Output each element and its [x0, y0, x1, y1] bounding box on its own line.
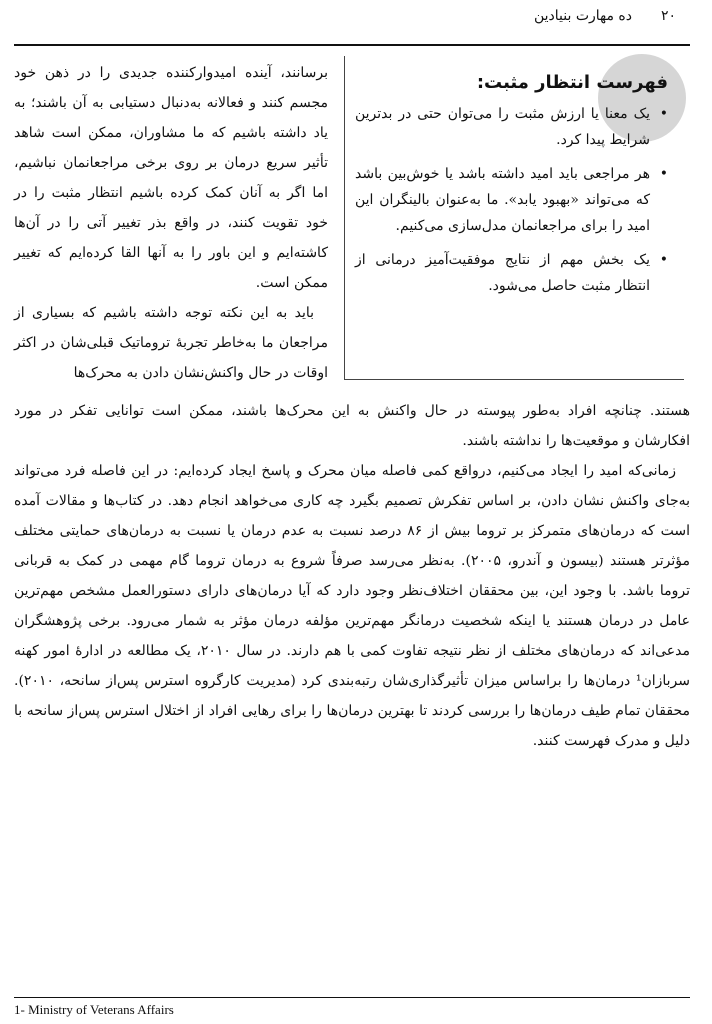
paragraph: زمانی‌که امید را ایجاد می‌کنیم، درواقع کمی فاصله میان محرک و پاسخ ایجاد کرده‌ایم: در این فاصله فرد می‌تواند به‌جای واکنش نشان دادن، بر اساس تفکرش تصمیم بگیرد چه کاری می‌خواهد انجام دهد. در کتاب‌ها و مقالات آمده است که درمان‌های متمرکز بر تروما بیش از ۸۶ درصد نسبت به عدم درمان یا نسبت به درمان‌های حمایتی مختلف مؤثرتر هستند (بیسون و آندرو، ۲۰۰۵). به‌نظر می‌رسد صرفاً شروع به درمان تروما گام مهمی در کمک به قربانی تروما باشد. با وجود این، بین محققان اختلاف‌نظر وجود دارد که آیا درمان‌های دارای دستورالعمل مشخص مهم‌ترین عامل در درمان هستند یا اینکه شخصیت درمانگر مهم‌ترین مؤلفه درمان مؤثر به شمار می‌رود. برخی پژوهشگران مدعی‌اند که درمان‌های مختلف از نظر نتیجه تفاوت کمی با هم دارند. در سال ۲۰۱۰، یک مطالعه در ادارهٔ امور کهنه سربازان¹ درمان‌ها را براساس میزان تأثیرگذاری‌شان رتبه‌بندی کرد (مدیریت کارگروه استرس پس‌از سانحه، ۲۰۱۰). محققان تمام طیف درمان‌ها را بررسی کردند تا بهترین درمان‌ها را برای رهایی افراد از اختلال استرس پس‌از سانحه با دلیل و مدرک فهرست کنند. [14, 463, 691, 749]
paragraph: برسانند، آینده امیدوارکننده جدیدی را در ذهن خود مجسم کنند و فعالانه به‌دنبال دستیابی به آن باشند؛ به یاد داشته باشیم که ما مشاوران، ممکن است شاهد تأثیر سریع درمان بر روی برخی مراجعانمان نباشیم، اما اگر به آنان کمک کرده باشیم انتظار مثبت را در خود تقویت کنند، در واقع بذر تغییر آتی را در آن‌ها کاشته‌ایم و این باور را به آنها القا کرده‌ایم که تغییر ممکن است. [14, 65, 328, 291]
footnote: 1- Ministry of Veterans Affairs [14, 1002, 174, 1017]
list-item [355, 101, 668, 153]
bullet-icon: • [659, 166, 668, 182]
list-item [355, 247, 668, 299]
paragraph: باید به این نکته توجه داشته باشیم که بسیاری از مراجعان ما به‌خاطر تجربهٔ تروماتیک قبلی‌شان در اکثر اوقات در حال واکنش‌نشان دادن به محرک‌ها [14, 305, 328, 381]
bullet-icon: • [659, 252, 668, 268]
list-item-text: یک معنا یا ارزش مثبت را می‌توان حتی در بدترین شرایط پیدا کرد. [355, 106, 650, 148]
running-title: ده مهارت بنیادین [533, 8, 632, 24]
footnote-rule [14, 997, 690, 998]
box-title: فهرست انتظار مثبت: [476, 72, 668, 93]
list-item-text: هر مراجعی باید امید داشته باشد یا خوش‌بین باشد که می‌تواند «بهبود یابد». ما به‌عنوان بالینگران این امید را برای مراجعانمان مدل‌سازی می‌کنیم. [355, 166, 650, 234]
page-number: ۲۰ [660, 8, 676, 24]
running-header [0, 8, 712, 36]
positive-expectation-box [344, 56, 684, 380]
list-item [355, 161, 668, 239]
list-item-text: یک بخش مهم از نتایج موفقیت‌آمیز درمانی از انتظار مثبت حاصل می‌شود. [355, 252, 650, 294]
box-list [355, 101, 668, 299]
paragraph: هستند. چنانچه افراد به‌طور پیوسته در حال واکنش به این محرک‌ها باشند، ممکن است توانایی تفکر در مورد افکارشان و موقعیت‌ها را نداشته باشند. [14, 403, 690, 449]
bullet-icon: • [659, 106, 668, 122]
continued-paragraph [14, 396, 690, 456]
narrow-column [14, 58, 328, 388]
header-rule [14, 44, 690, 46]
main-paragraph [14, 456, 690, 756]
